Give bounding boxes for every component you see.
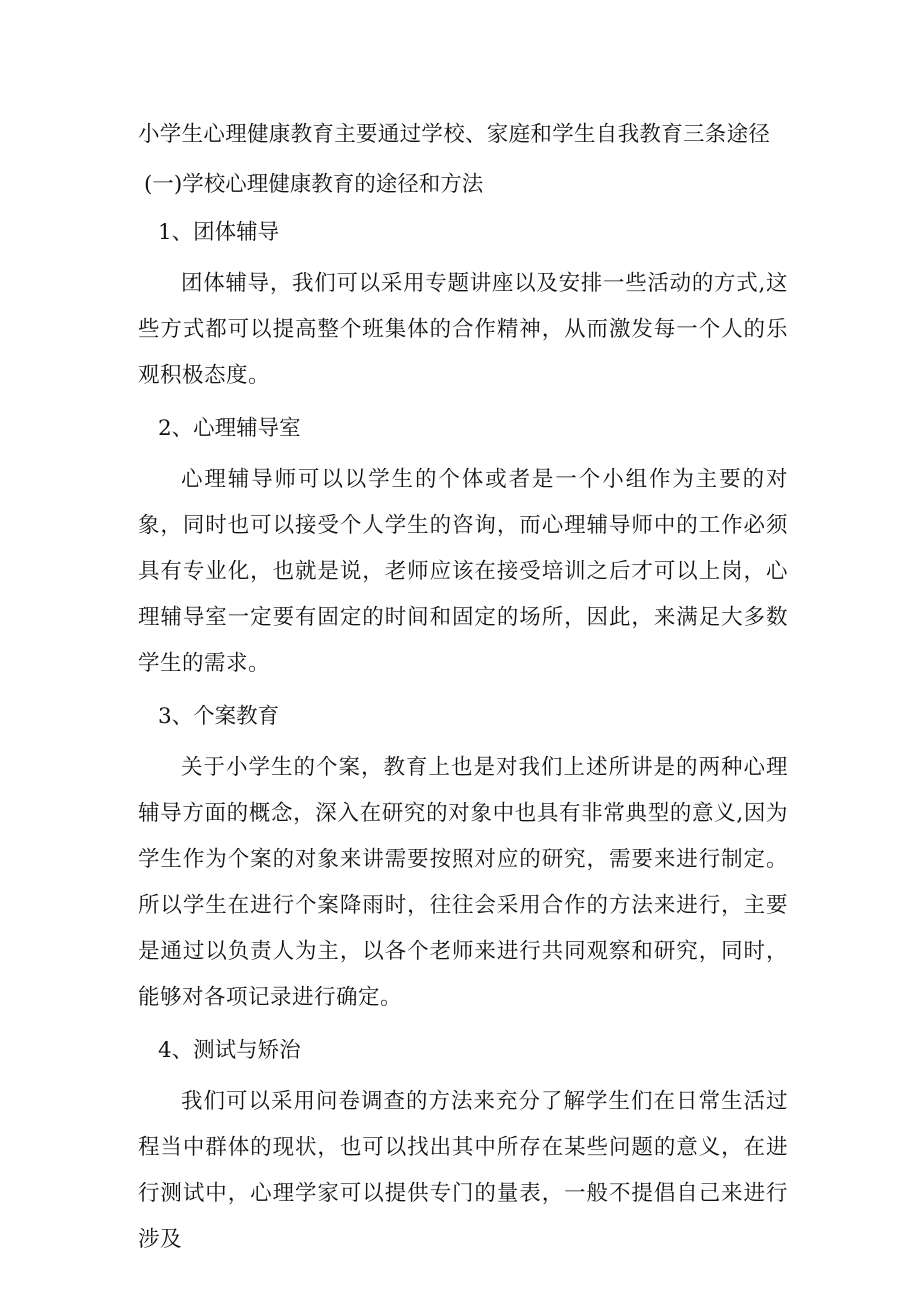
item-heading-case-education: 3、个案教育 <box>158 704 280 729</box>
document-page <box>138 117 788 1263</box>
document-title: 小学生心理健康教育主要通过学校、家庭和学生自我教育三条途径 <box>138 122 771 147</box>
item-paragraph-testing-correction: 我们可以采用问卷调查的方法来充分了解学生们在日常生活过程当中群体的现状，也可以找出其中所存在某些问题的意义，在进行测试中，心理学家可以提供专门的量表，一般不提倡自己来进行涉及 <box>138 1089 788 1252</box>
item-heading-testing-correction: 4、测试与矫治 <box>158 1038 301 1063</box>
item-paragraph-case-education: 关于小学生的个案，教育上也是对我们上述所讲是的两种心理辅导方面的概念，深入在研究的对象中也具有非常典型的意义,因为学生作为个案的对象来讲需要按照对应的研究，需要来进行制定。所以学生在进行个案降雨时，往往会采用合作的方法来进行，主要是通过以负责人为主，以各个老师来进行共同观察和研究，同时，能够对各项记录进行确定。 <box>138 755 788 1010</box>
item-heading-counseling-room: 2、心理辅导室 <box>158 416 301 441</box>
item-heading-group-counseling: 1、团体辅导 <box>158 220 280 245</box>
item-paragraph-counseling-room: 心理辅导师可以以学生的个体或者是一个小组作为主要的对象，同时也可以接受个人学生的咨询，而心理辅导师中的工作必须具有专业化，也就是说，老师应该在接受培训之后才可以上岗，心理辅导室一定要有固定的时间和固定的场所，因此，来满足大多数学生的需求。 <box>138 467 788 676</box>
item-paragraph-group-counseling: 团体辅导，我们可以采用专题讲座以及安排一些活动的方式,这些方式都可以提高整个班集体的合作精神，从而激发每一个人的乐观积极态度。 <box>138 271 788 388</box>
section-heading: (一)学校心理健康教育的途径和方法 <box>144 172 484 197</box>
